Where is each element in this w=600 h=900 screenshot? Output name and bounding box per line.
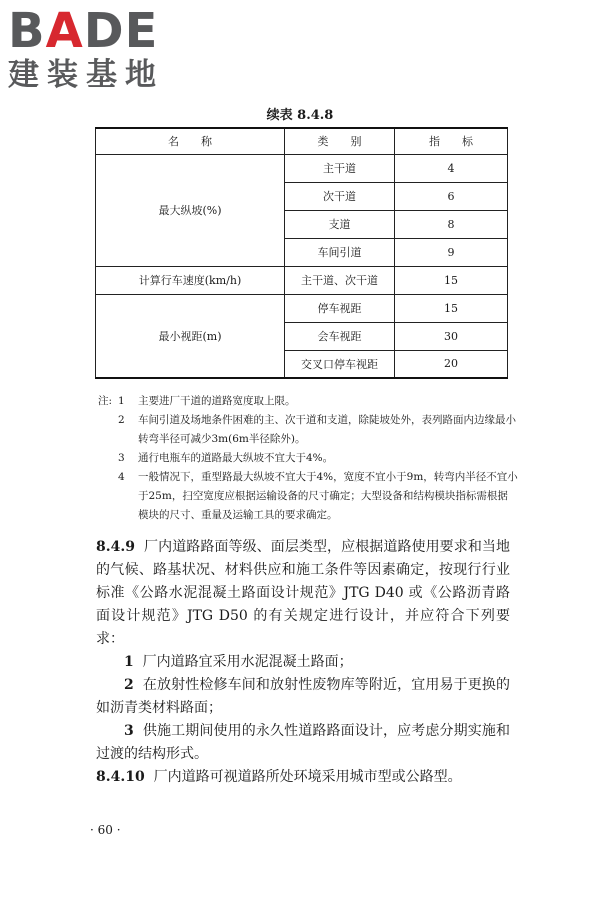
category-cell: 主干道、次干道 bbox=[285, 266, 395, 294]
value-cell: 20 bbox=[395, 350, 508, 378]
spec-table bbox=[95, 127, 508, 379]
note-number: 2 bbox=[118, 414, 125, 426]
body-text bbox=[96, 536, 510, 789]
note-text: 车间引道及场地条件困难的主、次干道和支道，除陡坡处外，表列路面内边缘最小转弯半径可减少3m(6m半径除外)。 bbox=[138, 414, 516, 445]
item-text: 供施工期间使用的永久性道路路面设计，应考虑分期实施和过渡的结构形式。 bbox=[96, 723, 511, 762]
category-cell: 主干道 bbox=[285, 154, 395, 182]
table-notes bbox=[98, 392, 518, 525]
clause-number: 8.4.10 bbox=[96, 769, 145, 785]
note-prefix: 注: bbox=[98, 395, 113, 407]
note-item bbox=[118, 449, 518, 468]
logo-subtitle: 建装基地 bbox=[8, 57, 164, 93]
item-number: 2 bbox=[124, 677, 134, 693]
table-row bbox=[96, 154, 508, 182]
value-cell: 6 bbox=[395, 182, 508, 210]
item-text: 厂内道路宜采用水泥混凝土路面； bbox=[142, 654, 353, 670]
note-text: 通行电瓶车的道路最大纵坡不宜大于4%。 bbox=[138, 452, 334, 464]
category-cell: 停车视距 bbox=[285, 294, 395, 322]
value-cell: 30 bbox=[395, 322, 508, 350]
table-caption: 续表 8.4.8 bbox=[266, 108, 334, 123]
category-cell: 次干道 bbox=[285, 182, 395, 210]
category-cell: 交叉口停车视距 bbox=[285, 350, 395, 378]
value-cell: 9 bbox=[395, 238, 508, 266]
note-item bbox=[118, 468, 518, 525]
header-category: 类 别 bbox=[285, 128, 395, 154]
item-text: 在放射性检修车间和放射性废物库等附近，宜用易于更换的如沥青类材料路面； bbox=[96, 677, 511, 716]
value-cell: 15 bbox=[395, 294, 508, 322]
group-name-cell: 最小视距(m) bbox=[96, 294, 285, 378]
clause-item bbox=[96, 720, 510, 766]
table-row bbox=[96, 266, 508, 294]
note-item bbox=[98, 392, 518, 411]
table-row bbox=[96, 294, 508, 322]
group-name-cell: 最大纵坡(%) bbox=[96, 154, 285, 266]
clause-text: 厂内道路路面等级、面层类型，应根据道路使用要求和当地的气候、路基状况、材料供应和施工条件等因素确定，按现行行业标准《公路水泥混凝土路面设计规范》JTG D40 或《公路沥青路面设计规范》JTG D50 的有关规定进行设计，并应符合下列要求： bbox=[96, 539, 510, 647]
clause-item bbox=[96, 651, 510, 674]
category-cell: 车间引道 bbox=[285, 238, 395, 266]
item-number: 3 bbox=[124, 723, 134, 739]
value-cell: 4 bbox=[395, 154, 508, 182]
clause-8-4-9 bbox=[96, 536, 510, 651]
note-number: 4 bbox=[118, 471, 125, 483]
group-name-cell: 计算行车速度(km/h) bbox=[96, 266, 285, 294]
category-cell: 会车视距 bbox=[285, 322, 395, 350]
note-number: 3 bbox=[118, 452, 125, 464]
logo-wordmark: BADE bbox=[8, 3, 159, 59]
page-number: · 60 · bbox=[90, 823, 121, 837]
header-indicator: 指 标 bbox=[395, 128, 508, 154]
header-name: 名 称 bbox=[96, 128, 285, 154]
clause-item bbox=[96, 674, 510, 720]
bade-logo bbox=[8, 3, 183, 93]
clause-8-4-10 bbox=[96, 766, 510, 789]
value-cell: 8 bbox=[395, 210, 508, 238]
clause-number: 8.4.9 bbox=[96, 539, 135, 555]
value-cell: 15 bbox=[395, 266, 508, 294]
category-cell: 支道 bbox=[285, 210, 395, 238]
clause-text: 厂内道路可视道路所处环境采用城市型或公路型。 bbox=[153, 769, 462, 785]
note-item bbox=[118, 411, 518, 449]
note-text: 一般情况下，重型路最大纵坡不宜大于4%，宽度不宜小于9m，转弯内半径不宜小于25m，扫空宽度应根据运输设备的尺寸确定；大型设备和结构模块指标需根据模块的尺寸、重量及运输工具的要求确定。 bbox=[138, 471, 518, 521]
note-text: 主要进厂干道的道路宽度取上限。 bbox=[138, 395, 296, 407]
table-header-row bbox=[96, 128, 508, 154]
note-number: 1 bbox=[118, 395, 125, 407]
item-number: 1 bbox=[124, 654, 134, 670]
